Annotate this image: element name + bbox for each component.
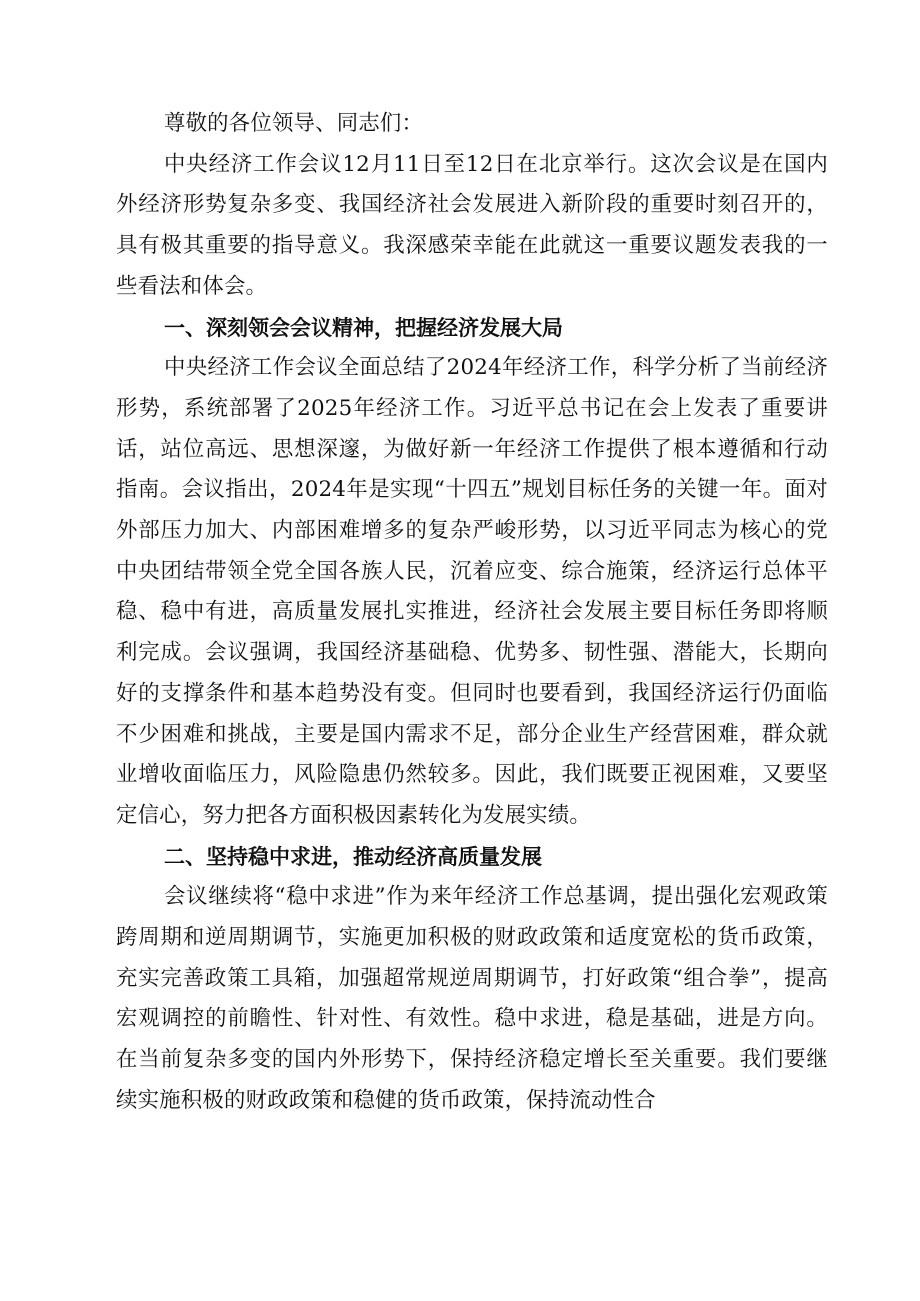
document-body [116,104,828,1122]
section-1-heading: 一、深刻领会会议精神，把握经济发展大局 [164,315,563,340]
greeting: 尊敬的各位领导、同志们： [164,111,424,136]
section-1-paragraph: 中央经济工作会议全面总结了2024年经济工作，科学分析了当前经济形势，系统部署了2025年经济工作。习近平总书记在会上发表了重要讲话，站位高远、思想深邃，为做好新一年经济工作提供了根本遵循和行动指南。会议指出，2024年是实现“十四五”规划目标任务的关键一年。面对外部压力加大、内部困难增多的复杂严峻形势，以习近平同志为核心的党中央团结带领全党全国各族人民，沉着应变、综合施策，经济运行总体平稳、稳中有进，高质量发展扎实推进，经济社会发展主要目标任务即将顺利完成。会议强调，我国经济基础稳、优势多、韧性强、潜能大，长期向好的支撑条件和基本趋势没有变。但同时也要看到，我国经济运行仍面临不少困难和挑战，主要是国内需求不足，部分企业生产经营困难，群众就业增收面临压力，风险隐患仍然较多。因此，我们既要正视困难，又要坚定信心，努力把各方面积极因素转化为发展实绩。 [116,355,828,828]
section-2-heading: 二、坚持稳中求进，推动经济高质量发展 [164,844,542,869]
section-2-paragraph: 会议继续将“稳中求进”作为来年经济工作总基调，提出强化宏观政策跨周期和逆周期调节，实施更加积极的财政政策和适度宽松的货币政策，充实完善政策工具箱，加强超常规逆周期调节，打好政策“组合拳”，提高宏观调控的前瞻性、针对性、有效性。稳中求进，稳是基础，进是方向。在当前复杂多变的国内外形势下，保持经济稳定增长至关重要。我们要继续实施积极的财政政策和稳健的货币政策，保持流动性合 [116,884,828,1113]
intro-paragraph: 中央经济工作会议12月11日至12日在北京举行。这次会议是在国内外经济形势复杂多变、我国经济社会发展进入新阶段的重要时刻召开的，具有极其重要的指导意义。我深感荣幸能在此就这一重要议题发表我的一些看法和体会。 [116,151,828,299]
